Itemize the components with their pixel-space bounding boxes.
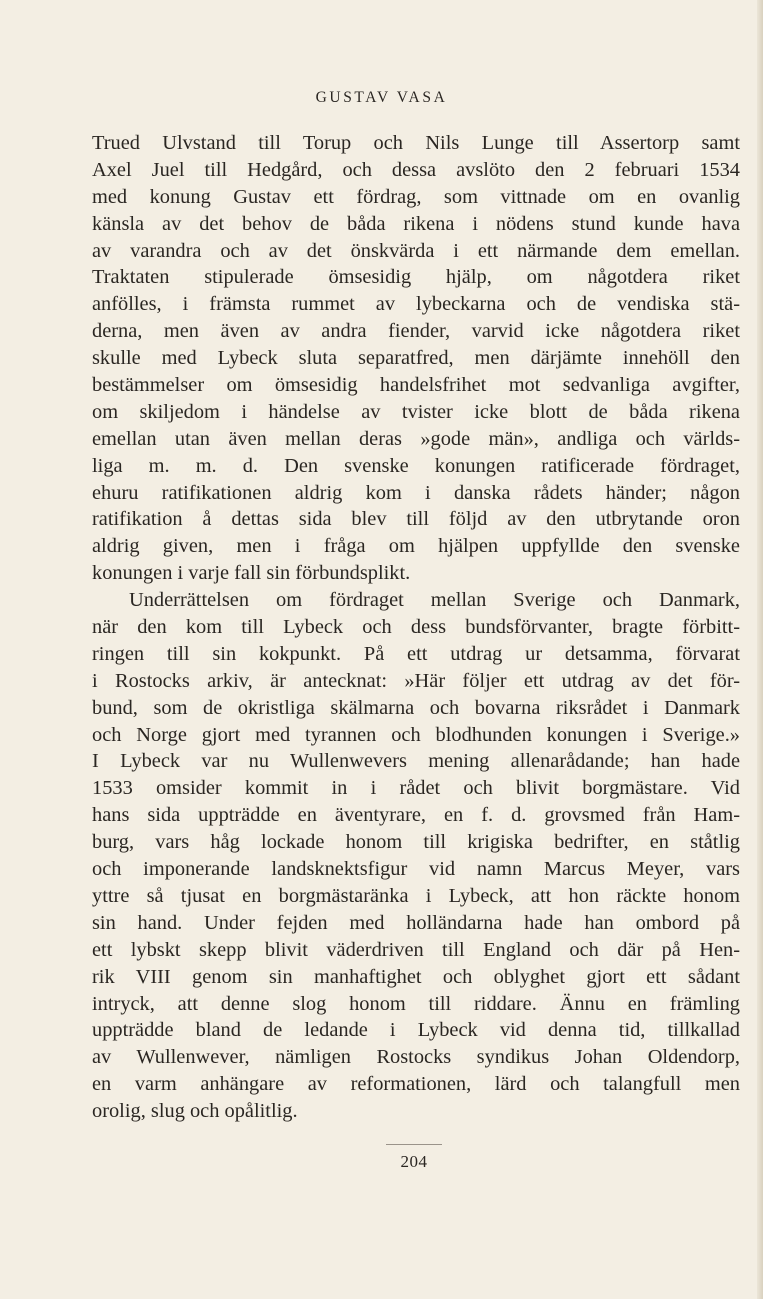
text-line: ringen till sin kokpunkt. På ett utdrag ur detsamma, förvarat <box>92 642 740 665</box>
text-line: hans sida uppträdde en äventyrare, en f. d. grovsmed från Ham- <box>92 804 740 827</box>
text-line: om skiljedom i händelse av tvister icke blott de båda rikena <box>92 400 740 423</box>
text-line: ehuru ratifikationen aldrig kom i danska rådets händer; någon <box>92 481 740 504</box>
text-line: Underrättelsen om fördraget mellan Sverige och Danmark, <box>129 589 740 612</box>
text-line: av varandra och av det önskvärda i ett närmande dem emellan. <box>92 239 740 262</box>
text-line: burg, vars håg lockade honom till krigiska bedrifter, en ståtlig <box>92 831 740 854</box>
text-line: med konung Gustav ett fördrag, som vittnade om en ovanlig <box>92 185 740 208</box>
text-line: aldrig given, men i fråga om hjälpen uppfyllde den svenske <box>92 535 740 558</box>
text-line: av Wullenwever, nämligen Rostocks syndikus Johan Oldendorp, <box>92 1046 740 1069</box>
paragraph-2 <box>92 587 740 1125</box>
text-line: skulle med Lybeck sluta separatfred, men därjämte innehöll den <box>92 347 740 370</box>
text-line: i Rostocks arkiv, är antecknat: »Här följer ett utdrag av det för- <box>92 669 740 692</box>
text-line: yttre så tjusat en borgmästaränka i Lybeck, att hon räckte honom <box>92 884 740 907</box>
paragraph-1 <box>92 130 740 587</box>
text-line: ett lybskt skepp blivit väderdriven till England och där på Hen- <box>92 938 740 961</box>
text-line: uppträdde bland de ledande i Lybeck vid denna tid, tillkallad <box>92 1019 740 1042</box>
running-head: GUSTAV VASA <box>315 89 448 106</box>
text-line: och Norge gjort med tyrannen och blodhunden konungen i Sverige.» <box>92 723 740 746</box>
footer-rule <box>386 1144 442 1145</box>
text-line: bund, som de okristliga skälmarna och bovarna riksrådet i Danmark <box>92 696 740 719</box>
text-line: en varm anhängare av reformationen, lärd och talangfull men <box>92 1073 740 1096</box>
text-line: liga m. m. d. Den svenske konungen ratificerade fördraget, <box>92 454 740 477</box>
text-line: derna, men även av andra fiender, varvid icke någotdera riket <box>92 320 740 343</box>
text-line: emellan utan även mellan deras »gode män», andliga och världs- <box>92 427 740 450</box>
text-line: orolig, slug och opålitlig. <box>92 1100 298 1123</box>
text-line: 1533 omsider kommit in i rådet och blivit borgmästare. Vid <box>92 777 740 800</box>
text-line: Axel Juel till Hedgård, och dessa avslöto den 2 februari 1534 <box>92 158 740 181</box>
text-line: bestämmelser om ömsesidig handelsfrihet mot sedvanliga avgifter, <box>92 374 740 397</box>
text-line: rik VIII genom sin manhaftighet och oblyghet gjort ett sådant <box>92 965 740 988</box>
body-text <box>92 130 740 1125</box>
text-line: Traktaten stipulerade ömsesidig hjälp, om någotdera riket <box>92 266 740 289</box>
text-line: Trued Ulvstand till Torup och Nils Lunge till Assertorp samt <box>92 132 740 154</box>
text-line: konungen i varje fall sin förbundsplikt. <box>92 562 411 585</box>
text-line: känsla av det behov de båda rikena i nödens stund kunde hava <box>92 212 740 235</box>
text-line: och imponerande landsknektsfigur vid namn Marcus Meyer, vars <box>92 858 740 881</box>
text-line: när den kom till Lybeck och dess bundsförvanter, bragte förbitt- <box>92 616 740 639</box>
text-line: I Lybeck var nu Wullenwevers mening allenarådande; han hade <box>92 750 740 773</box>
text-line: intryck, att denne slog honom till riddare. Ännu en främling <box>92 992 740 1015</box>
text-line: anfölles, i främsta rummet av lybeckarna och de vendiska stä- <box>92 293 740 316</box>
page-edge <box>757 0 763 1299</box>
text-line: ratifikation å dettas sida blev till följd av den utbrytande oron <box>92 508 740 531</box>
text-line: sin hand. Under fejden med holländarna hade han ombord på <box>92 911 740 934</box>
page-number: 204 <box>400 1152 428 1171</box>
